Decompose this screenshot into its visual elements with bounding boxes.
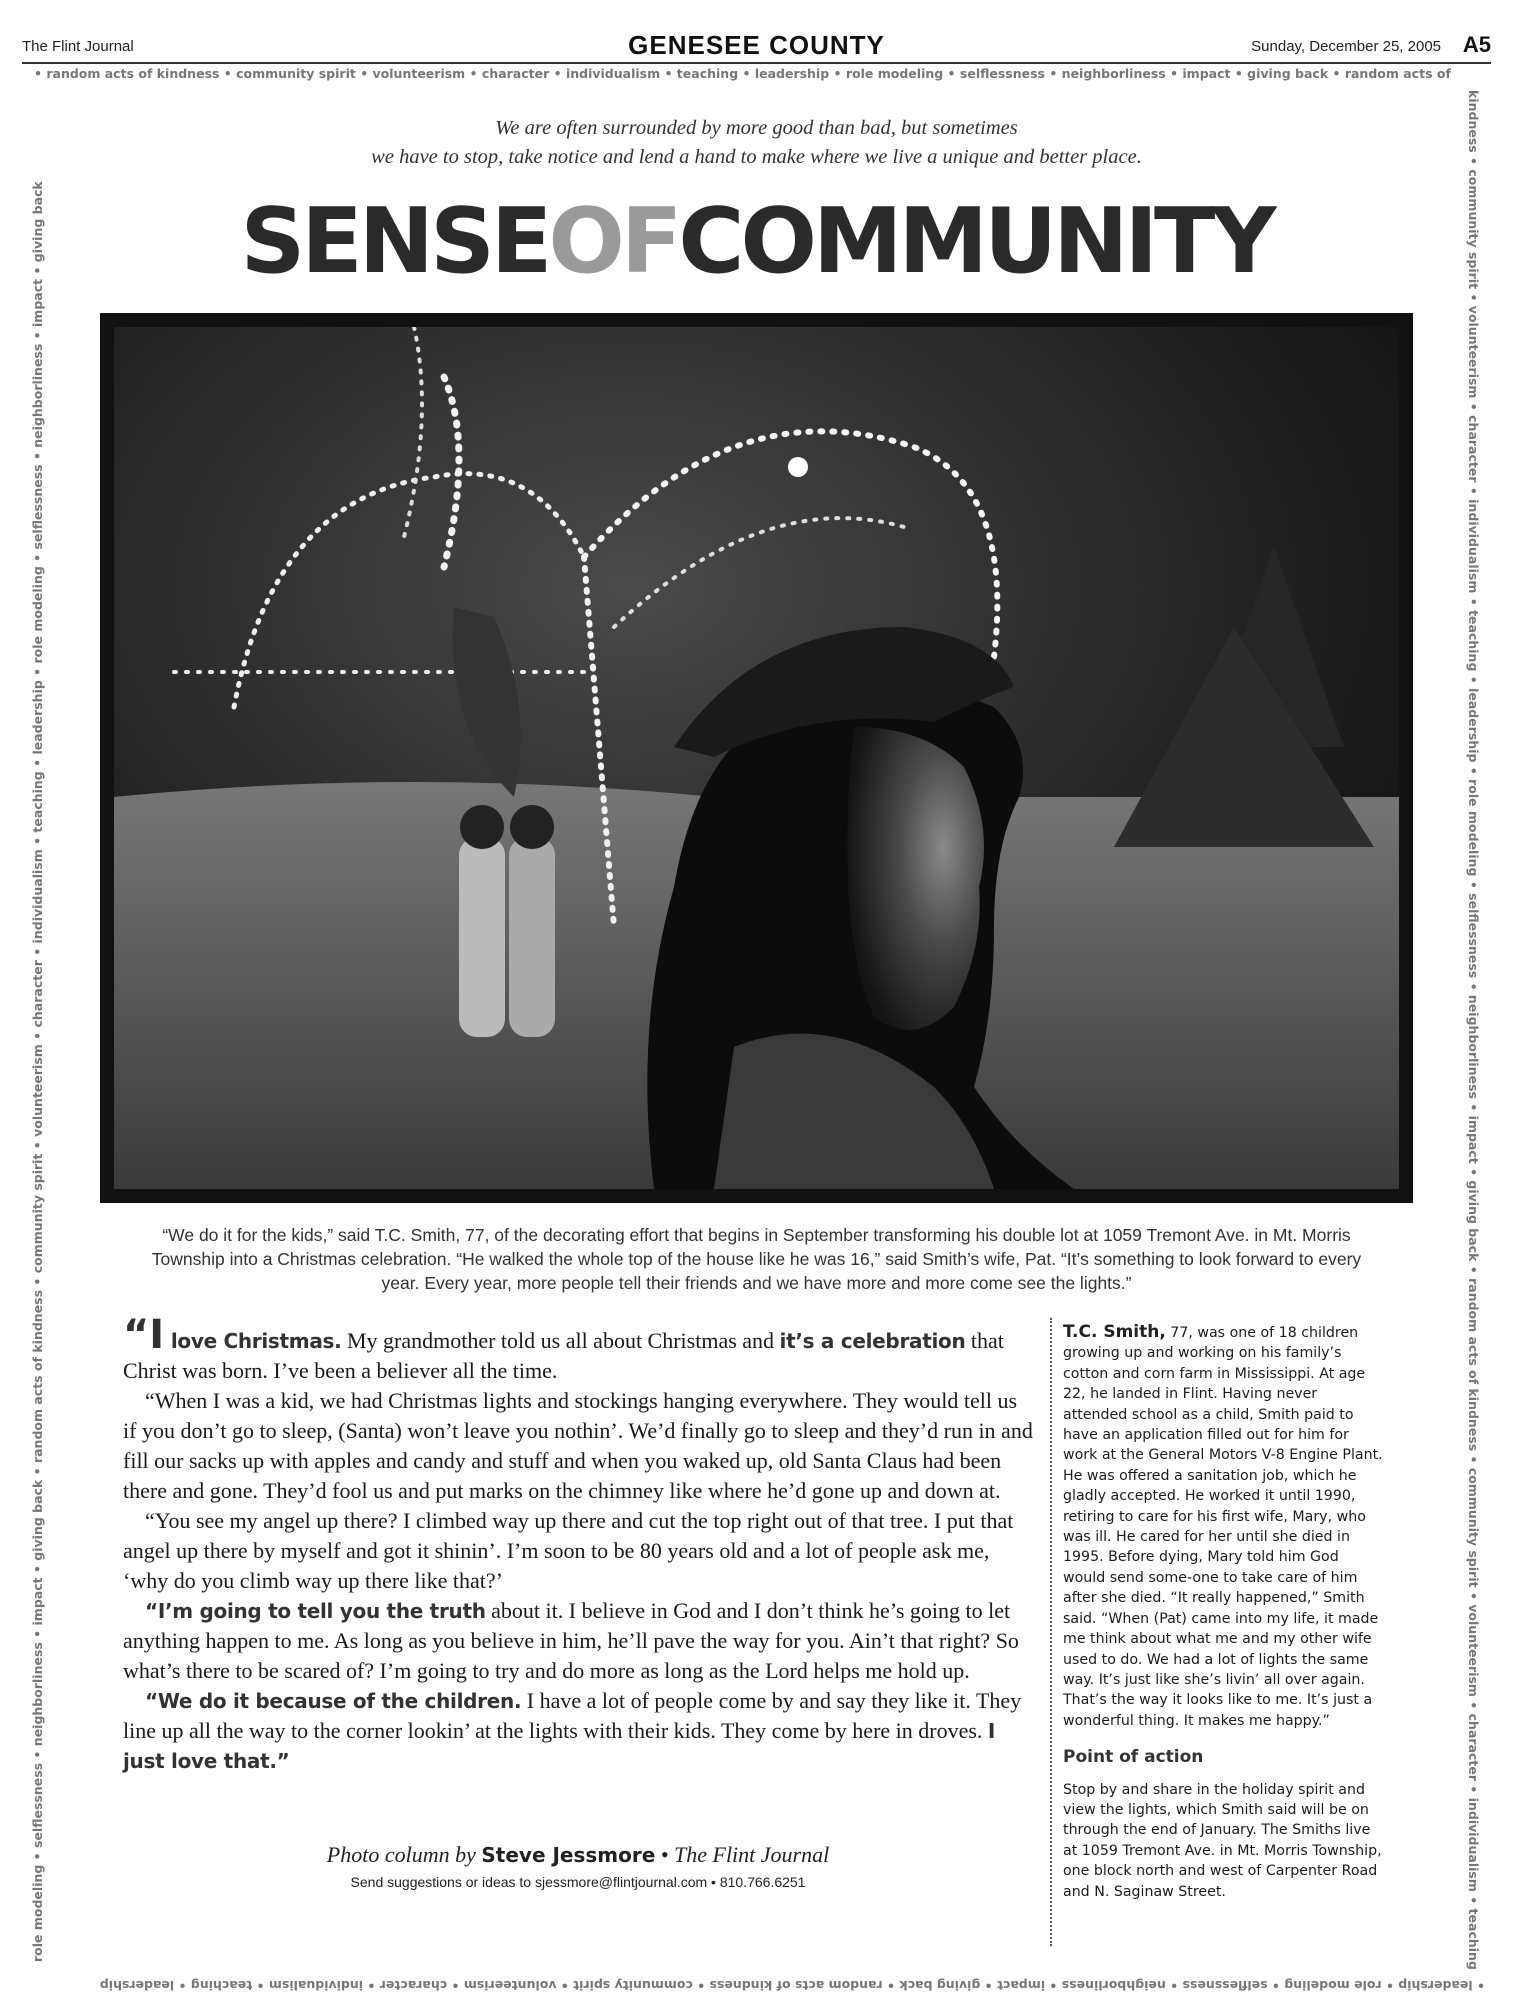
photo-caption: “We do it for the kids,” said T.C. Smith, 77, of the decorating effort that begins in September transforming his double lot at 1059 Tremont Ave. in Mt. Morris Township into a Christmas celebration. “He walked the whole top of the house like he was 16,” said Smith’s wife, Pat. “It’s something to look forward to every year. Every year, more people tell their friends and we have more and more come see the lights.”: [151, 1225, 1362, 1293]
headline-community: COMMUNITY: [678, 189, 1273, 294]
quote-text: about it. I believe in God and I don’t think he’s going to let anything happen to me. As long as you believe in him, he’ll pave the way for you. Ain’t that right? So what’s there to be scared of? I’m going to try and do more as long as the Lord helps me hold up.: [123, 1598, 1019, 1683]
quote-highlight: it’s a celebration: [779, 1329, 966, 1353]
folio-rule: [22, 62, 1491, 64]
credit-suffix: • The Flint Journal: [655, 1842, 830, 1867]
sidebar-bio: [1063, 1322, 1383, 1731]
border-text-top: • random acts of kindness • community spirit • volunteerism • character • individualism • teaching • leadership • role modeling • selflessness • neighborliness • impact • giving back • random acts of: [34, 66, 1451, 81]
intro-line-1: We are often surrounded by more good than bad, but sometimes: [495, 117, 1018, 139]
sidebar: [1063, 1322, 1383, 1902]
quote-paragraph-3: “You see my angel up there? I climbed way up there and cut the top right out of that tree. I put that angel up there by myself and got it shinin’. I’m soon to be 80 years old and a lot of people ask me, ‘why do you climb way up there like that?’: [123, 1508, 1014, 1593]
point-of-action-text: Stop by and share in the holiday spirit and view the lights, which Smith said will be on through the end of January. The Smiths live at 1059 Tremont Ave. in Mt. Morris Township, one block north and west of Carpenter Road and N. Saginaw Street.: [1063, 1781, 1382, 1900]
quote-paragraph-1: [123, 1312, 1033, 1386]
headline: [0, 189, 1513, 294]
quote-highlight: love Christmas.: [164, 1329, 342, 1353]
quote-text: I have a lot of people come by and say they like it. They line up all the way to the corner lookin’ at the lights with their kids. They come by here in droves.: [123, 1688, 1022, 1743]
page-number: A5: [1462, 32, 1491, 57]
section-title: GENESEE COUNTY: [628, 30, 885, 60]
headline-sense: SENSE: [240, 189, 549, 294]
quote-highlight: “I’m going to tell you the truth: [145, 1599, 486, 1623]
headline-of: OF: [548, 189, 679, 294]
sidebar-bio-text: 77, was one of 18 children growing up and working on his family’s cotton and corn farm in Mississippi. At age 22, he landed in Flint. Having never attended school as a child, Smith paid to have an application filled out for him for work at the General Motors V-8 Engine Plant. He was offered a sanitation job, which he gladly accepted. He worked it until 1990, retiring to care for his first wife, Mary, who was ill. He cared for her until she died in 1995. Before dying, Mary told him God would send some-one to take care of him after she died. “It really happened,” Smith said. “When (Pat) came into my life, it made me think about what me and my other wife used to do. We had a lot of lights the same way. It’s just like she’s livin’ all over again. That’s the way it looks like to me. It’s just a wonderful thing. It makes me happy.”: [1063, 1325, 1383, 1729]
issue-date: Sunday, December 25, 2005: [1251, 38, 1441, 55]
quote-paragraph-5: [123, 1686, 1033, 1776]
quote-text: My grandmother told us all about Christmas and: [341, 1328, 780, 1353]
drop-quote-open: “I: [123, 1312, 165, 1358]
intro-deck: [200, 114, 1313, 172]
sidebar-lead: T.C. Smith,: [1063, 1322, 1166, 1342]
photo-illustration: [114, 327, 1399, 1189]
credit-line: [123, 1842, 1033, 1868]
quote-highlight: I just love that.”: [123, 1719, 996, 1773]
newspaper-name: The Flint Journal: [22, 38, 134, 55]
quote-paragraph-4: [123, 1596, 1033, 1686]
quote-column: [123, 1312, 1033, 1776]
intro-line-2: we have to stop, take notice and lend a hand to make where we live a unique and better place.: [371, 146, 1142, 168]
border-text-right: kindness • community spirit • volunteerism • character • individualism • teaching • leadership • role modeling • selflessness • neighborliness • impact • giving back • random acts of kindness • community spirit • volunteerism • character • individualism • teaching: [1466, 90, 1481, 1970]
photo-credit: [123, 1842, 1033, 1890]
border-text-left: role modeling • selflessness • neighborliness • impact • giving back • random acts of kindness • community spirit • volunteerism • character • individualism • teaching • leadership • role modeling • selflessness • neighborliness • impact • giving back: [30, 181, 45, 1962]
folio: [22, 30, 1491, 64]
quote-paragraph-2: “When I was a kid, we had Christmas lights and stockings hanging everywhere. They would tell us if you don’t go to sleep, (Santa) won’t leave you nothin’. We’d finally go to sleep and they’d run in and fill our sacks up with apples and candy and stuff and when you waked up, old Santa Claus had been there and gone. They’d fool us and put marks on the chimney like where he’d gone up and down at.: [123, 1388, 1033, 1503]
photo-frame: [100, 313, 1413, 1203]
credit-prefix: Photo column by: [326, 1842, 482, 1867]
credit-contact: Send suggestions or ideas to sjessmore@flintjournal.com • 810.766.6251: [350, 1874, 806, 1890]
christmas-lights-portrait-photo: [114, 327, 1399, 1189]
quote-highlight: “We do it because of the children.: [145, 1689, 522, 1713]
quote-text: that Christ was born. I’ve been a believer all the time.: [123, 1328, 1004, 1383]
column-divider: [1050, 1318, 1052, 1946]
border-text-bottom: • leadership • role modeling • selflessness • neighborliness • impact • giving back • random acts of kindness • community spirit • volunteerism • character • individualism • teaching • leadership: [99, 1978, 1485, 1993]
credit-author: Steve Jessmore: [481, 1843, 656, 1867]
point-of-action-heading: Point of action: [1063, 1747, 1204, 1768]
